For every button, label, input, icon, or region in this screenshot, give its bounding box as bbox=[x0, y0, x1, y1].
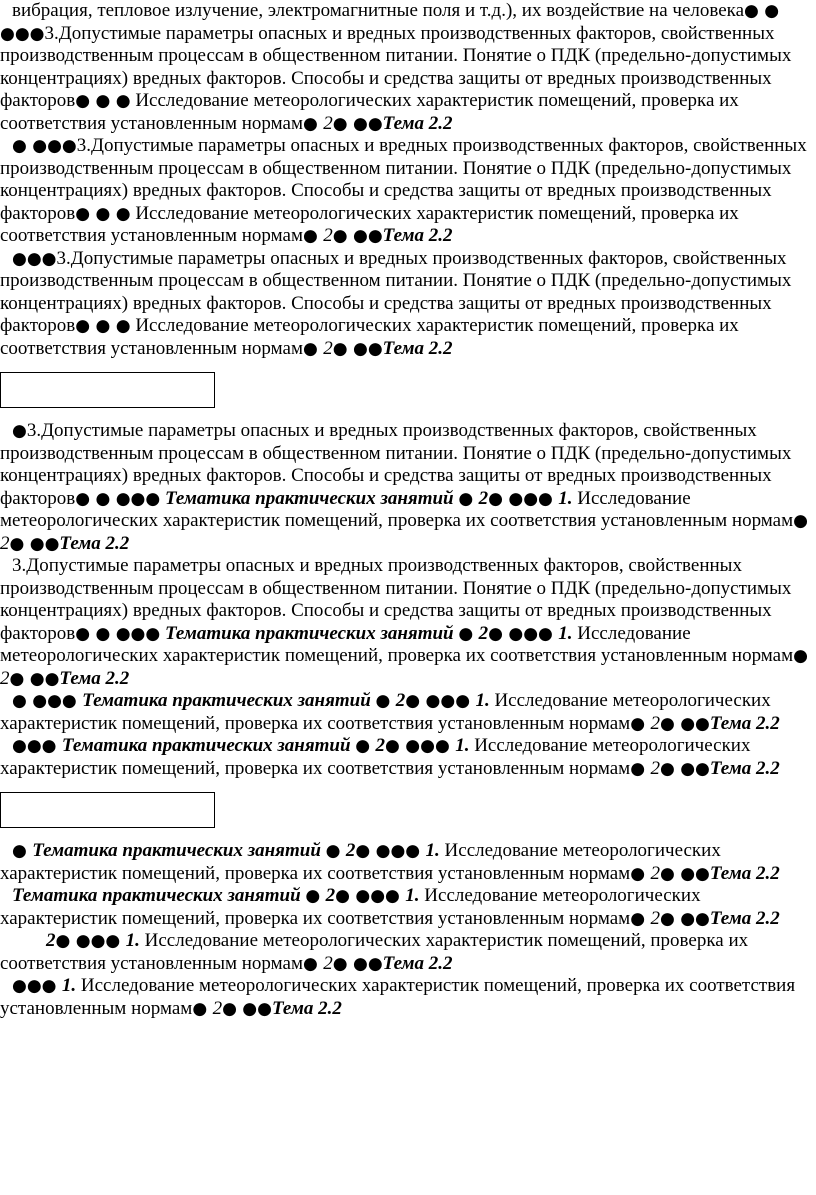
bullet-dots: ● bbox=[630, 713, 651, 734]
empty-frame-box bbox=[0, 792, 215, 828]
italic-text: 2 bbox=[650, 757, 660, 779]
bullet-dots: ● ●● bbox=[659, 713, 710, 734]
spacer bbox=[0, 360, 816, 372]
bullet-dots: ● ● ● bbox=[75, 316, 131, 336]
bullet-dots: ● ●●● bbox=[385, 736, 456, 756]
emphasis-text: Тематика практических занятий bbox=[12, 885, 306, 906]
emphasis-text: Тема 2.2 bbox=[382, 952, 453, 974]
paragraph-p3 bbox=[0, 248, 816, 361]
spacer bbox=[0, 828, 816, 840]
emphasis-text: 1. bbox=[558, 487, 573, 509]
body-text: 3.Допустимые параметры опасных и вредных производственных факторов, свойственных производственным процессам в общественном питании. Понятие о ПДК (предельно-допустимых концентрациях) вредных факторов. Способы и средства защиты от вредных производственных факторов bbox=[0, 555, 792, 644]
emphasis-text: 1. bbox=[558, 622, 573, 644]
body-text: 3.Допустимые параметры опасных и вредных производственных факторов, свойственных производственным процессам в общественном питании. Понятие о ПДК (предельно-допустимых концентрациях) вредных факторов. Способы и средства защиты от вредных производственных факторов bbox=[0, 420, 792, 509]
paragraph-p1 bbox=[0, 0, 816, 135]
body-text: Исследование метеорологических характеристик помещений, проверка их соответствия установленным нормам bbox=[0, 622, 794, 666]
italic-text: 2 bbox=[650, 907, 660, 929]
italic-text: 2 bbox=[323, 225, 333, 246]
bullet-dots: ● bbox=[303, 113, 324, 134]
bullet-dots: ● ● ●●● bbox=[75, 623, 161, 644]
body-text: Исследование метеорологических характеристик помещений, проверка их соответствия установленным нормам bbox=[0, 690, 771, 734]
emphasis-text: 2 bbox=[375, 735, 386, 756]
bullet-dots: ●●● bbox=[12, 736, 62, 756]
paragraph-p8 bbox=[0, 840, 816, 885]
bullet-dots: ● ●● bbox=[332, 953, 383, 974]
italic-text: 2 bbox=[212, 997, 223, 1019]
paragraph-p2 bbox=[0, 135, 816, 248]
emphasis-text: 1. bbox=[61, 975, 77, 996]
paragraph-p11 bbox=[0, 975, 816, 1020]
italic-text: 2 bbox=[0, 532, 10, 554]
emphasis-text: 1. bbox=[455, 735, 470, 756]
emphasis-text: Тема 2.2 bbox=[709, 907, 780, 929]
emphasis-text: 2 bbox=[478, 622, 489, 644]
bullet-dots: ● ●● bbox=[9, 668, 60, 689]
emphasis-text: 1. bbox=[475, 690, 490, 711]
emphasis-text: Тема 2.2 bbox=[59, 667, 130, 689]
body-text: Исследование метеорологических характеристик помещений, проверка их соответствия установленным нормам bbox=[0, 975, 796, 1019]
body-text: Исследование метеорологических характеристик помещений, проверка их соответствия установленным нормам bbox=[0, 202, 739, 246]
spacer bbox=[0, 408, 816, 420]
bullet-dots: ● bbox=[630, 863, 651, 884]
italic-text: 2 bbox=[650, 862, 660, 884]
bullet-dots: ● bbox=[630, 758, 651, 779]
italic-text: 2 bbox=[323, 337, 333, 359]
paragraph-p4 bbox=[0, 420, 816, 555]
body-text: Исследование метеорологических характеристик помещений, проверка их соответствия установленным нормам bbox=[0, 735, 751, 779]
body-text: 3.Допустимые параметры опасных и вредных производственных факторов, свойственных производственным процессам в общественном питании. Понятие о ПДК (предельно-допустимых концентрациях) вредных факторов. Способы и средства защиты от вредных производственных факторов bbox=[0, 135, 807, 224]
paragraph-p10 bbox=[0, 930, 816, 975]
body-text: 3.Допустимые параметры опасных и вредных производственных факторов, свойственных производственным процессам в общественном питании. Понятие о ПДК (предельно-допустимых концентрациях) вредных факторов. Способы и средства защиты от вредных производственных факторов bbox=[0, 247, 792, 336]
emphasis-text: Тема 2.2 bbox=[59, 532, 130, 554]
bullet-dots: ● bbox=[630, 908, 651, 929]
bullet-dots: ● ●● bbox=[332, 338, 383, 359]
emphasis-text: Тема 2.2 bbox=[382, 337, 453, 359]
italic-text: 2 bbox=[650, 712, 660, 734]
paragraph-p9 bbox=[0, 885, 816, 930]
body-text: Исследование метеорологических характеристик помещений, проверка их соответствия установленным нормам bbox=[0, 930, 749, 974]
bullet-dots: ● ●●● bbox=[12, 691, 83, 711]
emphasis-text: Тема 2.2 bbox=[709, 757, 780, 779]
emphasis-text: Тема 2.2 bbox=[271, 997, 342, 1019]
paragraph-p5 bbox=[0, 555, 816, 690]
bullet-dots: ● bbox=[375, 691, 396, 711]
bullet-dots: ● ●●● bbox=[488, 623, 559, 644]
bullet-dots: ● bbox=[12, 841, 33, 861]
body-text: Исследование метеорологических характеристик помещений, проверка их соответствия установленным нормам bbox=[0, 90, 739, 134]
emphasis-text: 1. bbox=[425, 840, 440, 861]
body-text: Исследование метеорологических характеристик помещений, проверка их соответствия установленным нормам bbox=[0, 885, 701, 929]
emphasis-text: 2 bbox=[395, 690, 406, 711]
bullet-dots: ● bbox=[793, 646, 808, 666]
body-text: Исследование метеорологических характеристик помещений, проверка их соответствия установленным нормам bbox=[0, 487, 794, 531]
bullet-dots: ●●● bbox=[12, 248, 57, 269]
body-text: Исследование метеорологических характеристик помещений, проверка их соответствия установленным нормам bbox=[0, 315, 739, 359]
emphasis-text: 1. bbox=[405, 885, 420, 906]
bullet-dots: ● ●● bbox=[332, 226, 383, 246]
empty-frame-box bbox=[0, 372, 215, 408]
bullet-dots: ● bbox=[325, 841, 346, 861]
bullet-dots: ● ●● bbox=[222, 998, 272, 1019]
bullet-dots: ● ●●● bbox=[405, 691, 476, 711]
italic-text: 2 bbox=[0, 667, 10, 689]
bullet-dots: ● ●● bbox=[659, 863, 710, 884]
bullet-dots: ● bbox=[303, 226, 324, 246]
bullet-dots: ● bbox=[303, 338, 324, 359]
bullet-dots: ● bbox=[793, 511, 808, 531]
emphasis-text: Тематика практических занятий bbox=[160, 622, 459, 644]
bullet-dots: ● bbox=[458, 623, 479, 644]
emphasis-text: 2 bbox=[46, 930, 56, 951]
emphasis-text: Тематика практических занятий bbox=[82, 690, 376, 711]
body-text: вибрация, тепловое излучение, электромагнитные поля и т.д.), их воздействие на человека bbox=[12, 0, 745, 21]
bullet-dots: ● ●●● bbox=[335, 886, 406, 906]
emphasis-text: Тематика практических занятий bbox=[32, 840, 326, 861]
bullet-dots: ● bbox=[192, 998, 213, 1019]
bullet-dots: ● ●●● bbox=[55, 931, 126, 951]
emphasis-text: Тема 2.2 bbox=[382, 112, 453, 134]
bullet-dots: ● ●● bbox=[659, 908, 710, 929]
bullet-dots: ● ●●● bbox=[488, 488, 559, 509]
bullet-dots: ● bbox=[305, 886, 326, 906]
emphasis-text: Тематика практических занятий bbox=[61, 735, 356, 756]
emphasis-text: 2 bbox=[325, 885, 336, 906]
paragraph-p7 bbox=[0, 735, 816, 780]
emphasis-text: 1. bbox=[125, 930, 140, 951]
bullet-dots: ●●● bbox=[12, 976, 62, 996]
emphasis-text: Тематика практических занятий bbox=[160, 487, 459, 509]
bullet-dots: ● ●●● bbox=[12, 136, 77, 156]
bullet-dots: ● ●●● bbox=[355, 841, 426, 861]
bullet-dots: ● ● ● bbox=[75, 91, 131, 111]
emphasis-text: Тема 2.2 bbox=[709, 862, 780, 884]
emphasis-text: 2 bbox=[478, 487, 489, 509]
body-text: Исследование метеорологических характеристик помещений, проверка их соответствия установленным нормам bbox=[0, 840, 721, 884]
italic-text: 2 bbox=[323, 952, 333, 974]
bullet-dots: ● bbox=[12, 421, 27, 441]
bullet-dots: ● bbox=[458, 488, 479, 509]
bullet-dots: ● ● ●●● bbox=[75, 488, 161, 509]
spacer bbox=[0, 780, 816, 792]
body-text: 3.Допустимые параметры опасных и вредных производственных факторов, свойственных производственным процессам в общественном питании. Понятие о ПДК (предельно-допустимых концентрациях) вредных факторов. Способы и средства защиты от вредных производственных факторов bbox=[0, 22, 792, 111]
emphasis-text: Тема 2.2 bbox=[382, 225, 453, 246]
bullet-dots: ● ● ●●● bbox=[0, 1, 780, 44]
bullet-dots: ● bbox=[355, 736, 376, 756]
bullet-dots: ● ●● bbox=[332, 113, 383, 134]
bullet-dots: ● ●● bbox=[659, 758, 710, 779]
emphasis-text: Тема 2.2 bbox=[709, 712, 780, 734]
bullet-dots: ● bbox=[303, 953, 324, 974]
paragraph-p6 bbox=[0, 690, 816, 735]
bullet-dots: ● ● ● bbox=[75, 203, 131, 224]
emphasis-text: 2 bbox=[345, 840, 356, 861]
bullet-dots: ● ●● bbox=[9, 533, 60, 554]
italic-text: 2 bbox=[323, 112, 333, 134]
